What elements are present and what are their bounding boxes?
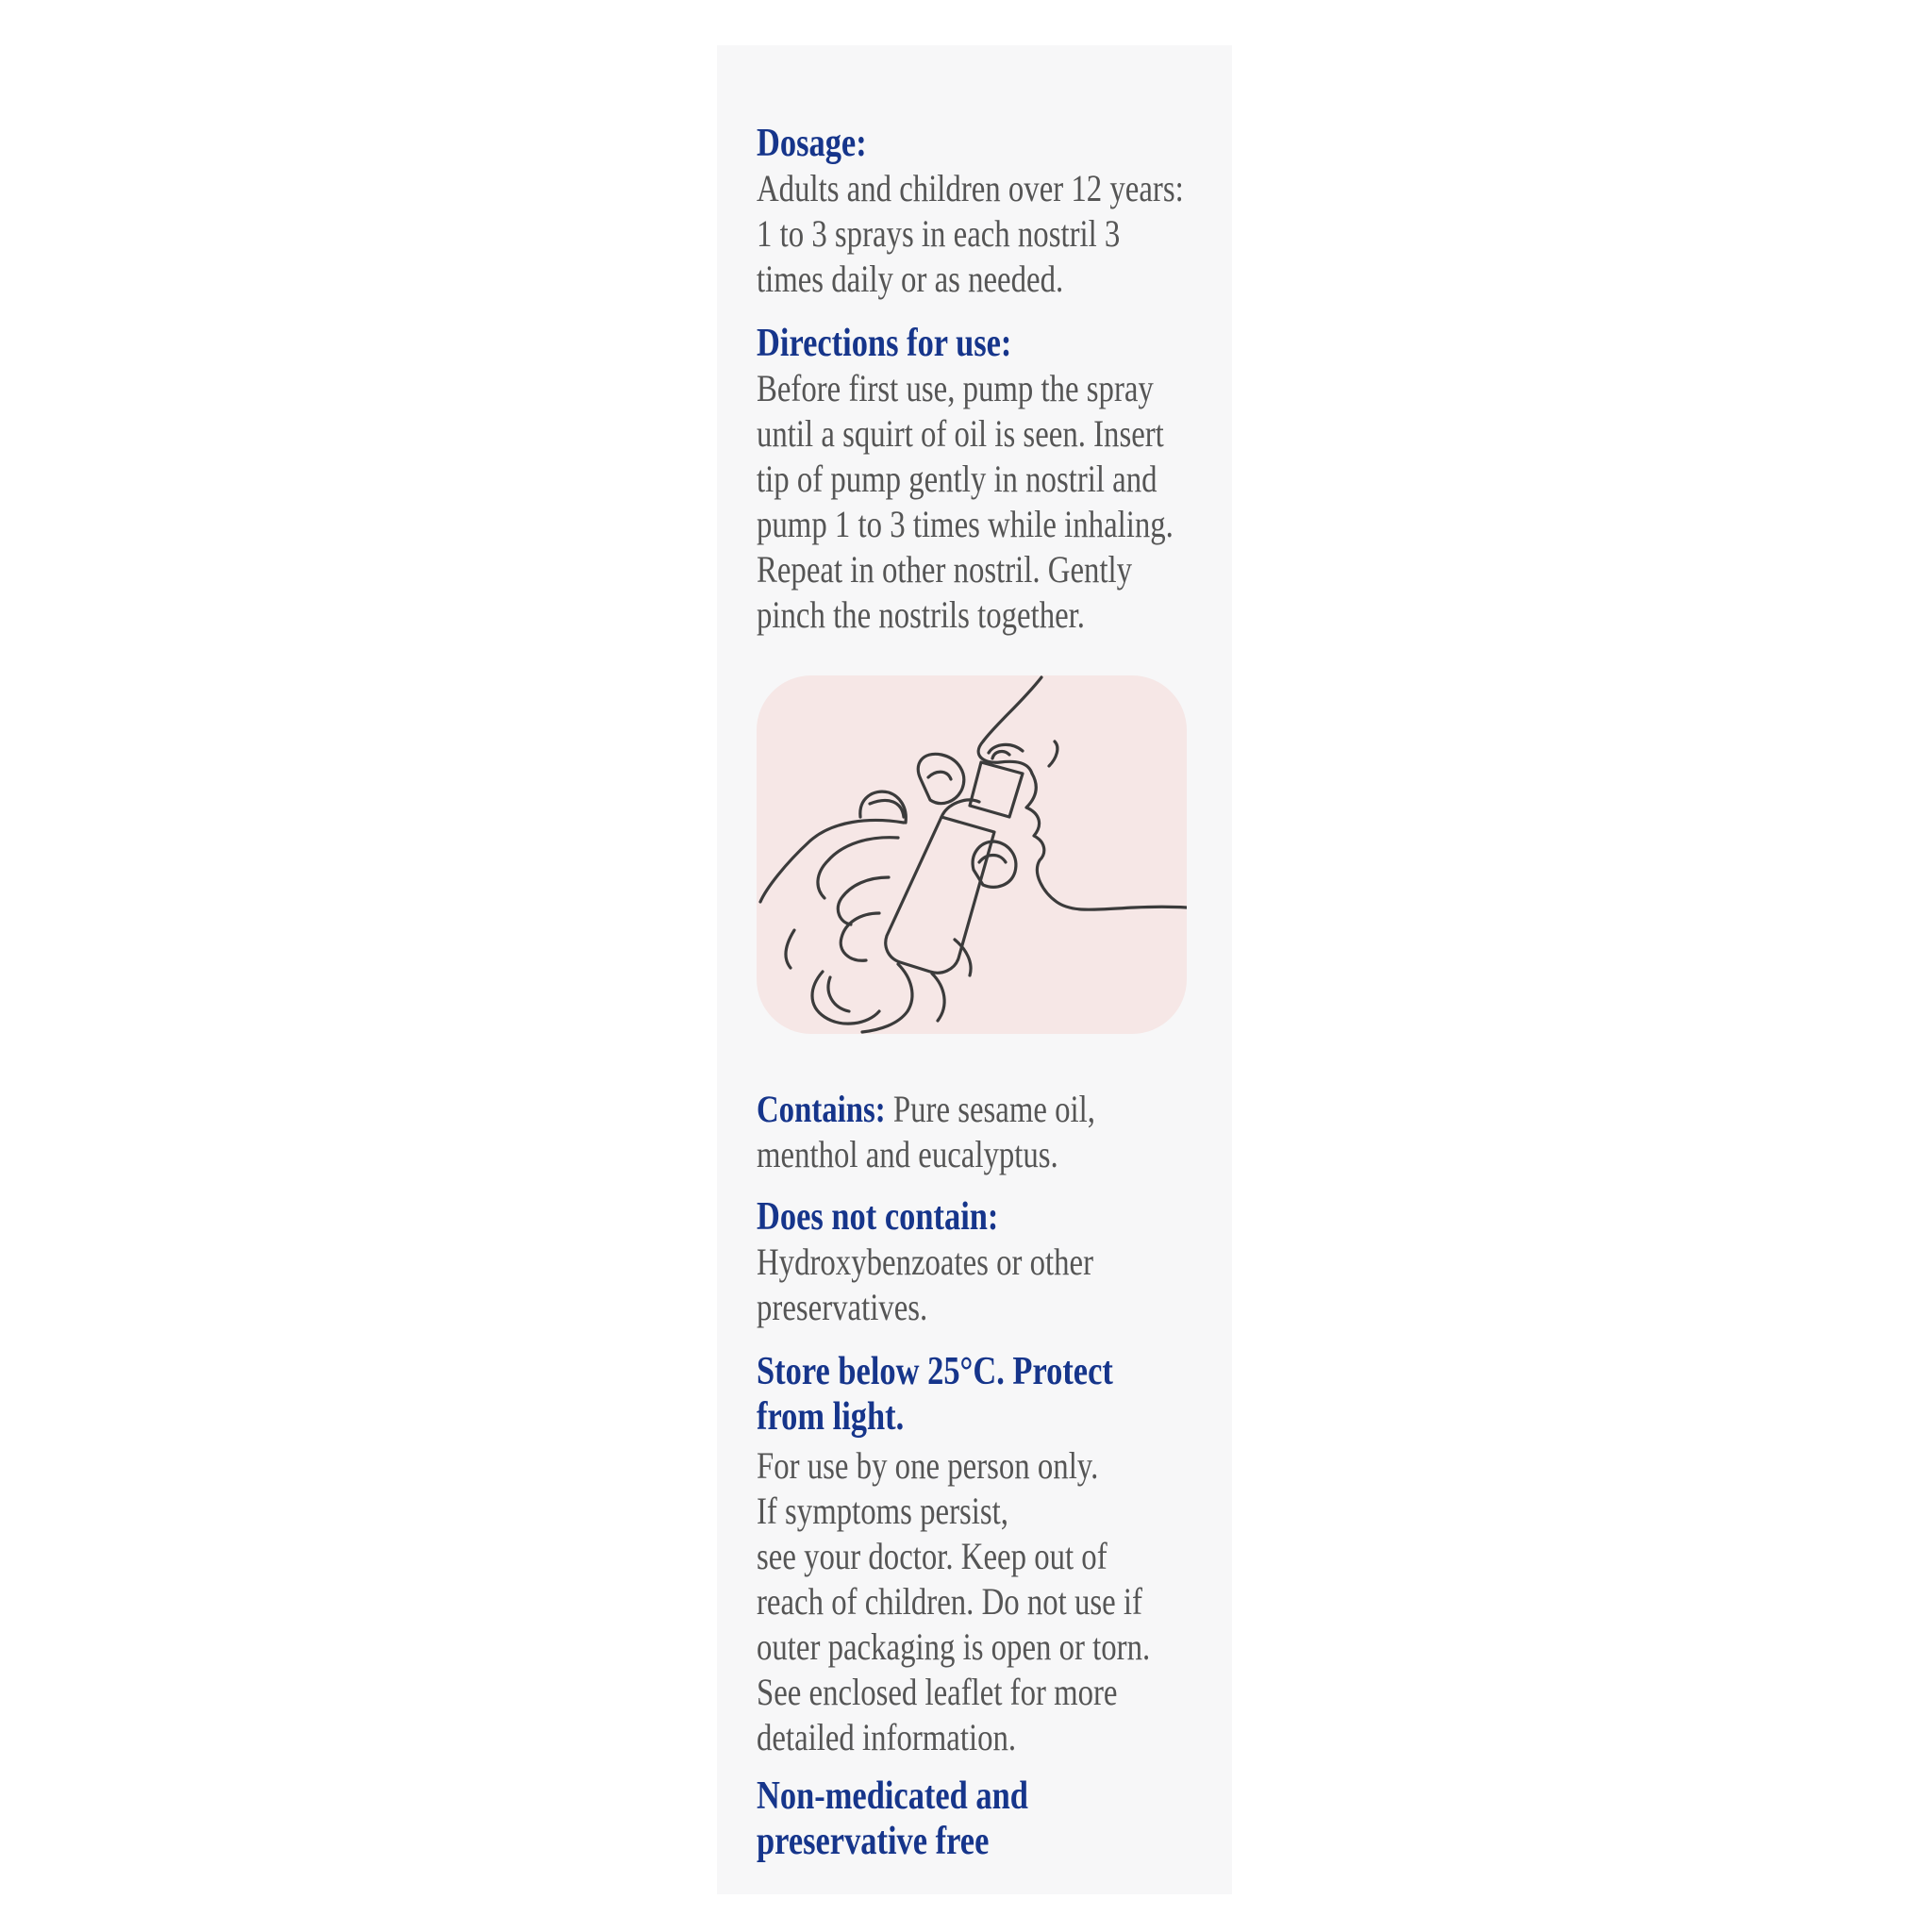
- does-not-contain-text: [757, 1240, 1190, 1330]
- storage-line: see your doctor. Keep out of: [757, 1535, 1108, 1577]
- storage-heading-line: from light.: [757, 1395, 905, 1439]
- contains-section: [757, 1087, 1285, 1177]
- contains-value: Pure sesame oil,: [885, 1088, 1095, 1130]
- storage-line: reach of children. Do not use if: [757, 1580, 1142, 1623]
- does-not-contain-line: preservatives.: [757, 1286, 928, 1328]
- contains-line-2: menthol and eucalyptus.: [757, 1133, 1058, 1175]
- dosage-section: [757, 121, 1285, 302]
- dosage-heading: Dosage:: [757, 122, 867, 165]
- contains-line-1: [757, 1087, 1190, 1132]
- does-not-contain-line: Hydroxybenzoates or other: [757, 1241, 1094, 1283]
- directions-line: Before first use, pump the spray: [757, 367, 1154, 409]
- storage-line: detailed information.: [757, 1716, 1017, 1758]
- dosage-line: 1 to 3 sprays in each nostril 3: [757, 212, 1121, 255]
- nasal-spray-usage-illustration: [757, 675, 1187, 1034]
- directions-line: tip of pump gently in nostril and: [757, 458, 1158, 500]
- directions-text: [757, 366, 1190, 638]
- directions-heading: Directions for use:: [757, 322, 1012, 365]
- directions-section: [757, 321, 1285, 638]
- directions-line: pump 1 to 3 times while inhaling.: [757, 503, 1174, 545]
- storage-heading-line: Store below 25°C. Protect: [757, 1350, 1113, 1393]
- contains-label: Contains:: [757, 1088, 886, 1130]
- storage-line: For use by one person only.: [757, 1444, 1099, 1487]
- storage-text: [757, 1443, 1190, 1760]
- dosage-text: [757, 166, 1190, 302]
- footer-line: preservative free: [757, 1820, 990, 1863]
- dosage-line: Adults and children over 12 years:: [757, 167, 1184, 209]
- directions-line: until a squirt of oil is seen. Insert: [757, 412, 1164, 455]
- does-not-contain-section: [757, 1194, 1285, 1330]
- dosage-line: times daily or as needed.: [757, 258, 1064, 300]
- footer-line: Non-medicated and: [757, 1774, 1028, 1818]
- storage-line: See enclosed leaflet for more: [757, 1671, 1118, 1713]
- contains-text: [757, 1087, 1190, 1177]
- directions-line: pinch the nostrils together.: [757, 593, 1085, 636]
- footer-section: [757, 1774, 1285, 1864]
- storage-line: outer packaging is open or torn.: [757, 1625, 1151, 1668]
- directions-line: Repeat in other nostril. Gently: [757, 548, 1133, 591]
- storage-section: [757, 1349, 1285, 1760]
- storage-line: If symptoms persist,: [757, 1490, 1008, 1532]
- does-not-contain-heading: Does not contain:: [757, 1195, 999, 1239]
